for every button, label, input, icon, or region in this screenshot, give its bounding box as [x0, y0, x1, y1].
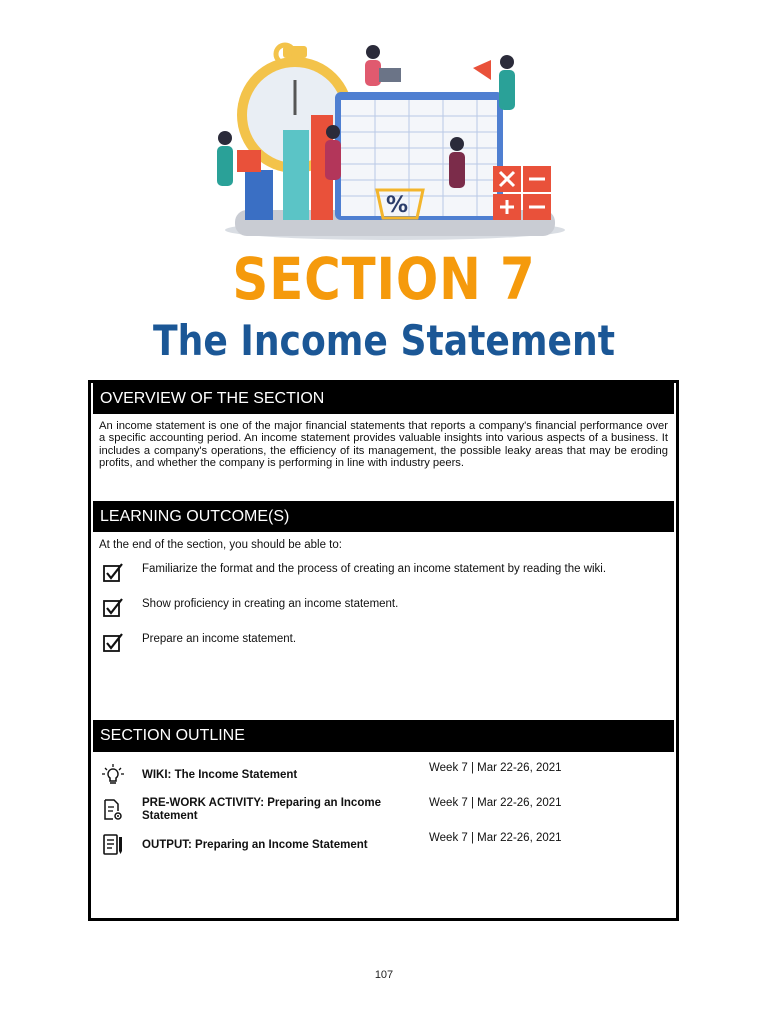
section-number: SECTION 7	[232, 245, 536, 313]
checkbox-checked-icon	[102, 597, 124, 619]
learning-outcome-text: Show proficiency in creating an income statement.	[142, 598, 399, 610]
outline-row[interactable]	[99, 760, 668, 790]
learning-outcomes-panel	[93, 501, 674, 720]
overview-heading: OVERVIEW OF THE SECTION	[93, 383, 674, 414]
document-gear-icon	[102, 799, 124, 821]
section-outline-heading: SECTION OUTLINE	[93, 720, 674, 752]
list-item	[99, 563, 668, 584]
svg-text:%: %	[386, 193, 409, 218]
learning-outcome-text: Prepare an income statement.	[142, 633, 297, 645]
outline-item-name: PRE-WORK ACTIVITY: Preparing an Income Statement	[142, 797, 381, 822]
overview-text: An income statement is one of the major financial statements that reports a company's financial performance over a specific accounting period. An income statement provides valuable insights into various aspects of a business. It includes a company's operations, the efficiency of its management, the possible leaky areas that may be eroding profits, and whether the company is performing in line with industry peers.	[99, 420, 668, 470]
checkbox-checked-icon	[102, 632, 124, 654]
learning-outcomes-body	[93, 532, 674, 720]
page-number: 107	[374, 969, 394, 981]
outline-row[interactable]	[99, 795, 668, 825]
overview-panel	[93, 383, 674, 501]
notebook-icon	[102, 834, 124, 856]
learning-outcomes-heading: LEARNING OUTCOME(S)	[93, 501, 674, 532]
section-outline-panel	[93, 720, 674, 860]
section-outline-body	[93, 752, 674, 860]
list-item	[99, 598, 668, 619]
section-title: The Income Statement	[152, 316, 616, 365]
learning-outcomes-intro: At the end of the section, you should be able to:	[99, 539, 342, 551]
outline-item-date: Week 7 | Mar 22-26, 2021	[429, 797, 562, 809]
checkbox-checked-icon	[102, 562, 124, 584]
lightbulb-icon	[102, 764, 124, 786]
learning-outcome-text: Familiarize the format and the process of creating an income statement by reading the wiki.	[142, 563, 607, 575]
outline-item-date: Week 7 | Mar 22-26, 2021	[429, 762, 562, 774]
hero-illustration	[195, 40, 573, 245]
outline-item-name: WIKI: The Income Statement	[142, 768, 298, 781]
list-item	[99, 633, 668, 654]
outline-row[interactable]	[99, 830, 668, 860]
section-summary-box	[88, 380, 679, 921]
outline-item-date: Week 7 | Mar 22-26, 2021	[429, 832, 562, 844]
outline-item-name: OUTPUT: Preparing an Income Statement	[142, 838, 368, 851]
